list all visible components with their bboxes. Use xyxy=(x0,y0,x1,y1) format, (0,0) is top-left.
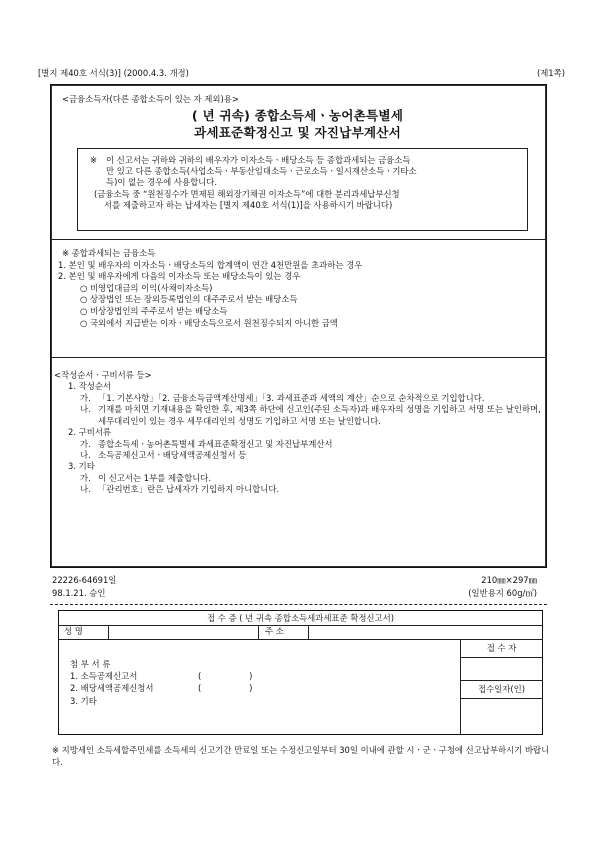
notice-line xyxy=(90,155,517,166)
section-divider xyxy=(51,357,546,358)
notice-text-2: 만 있고 다른 종합소득(사업소득ㆍ부동산임대소득ㆍ근로소득ㆍ일시재산소득ㆍ기타소 xyxy=(106,166,417,177)
step2-a: 가. 종합소득세ㆍ농어촌특별세 과세표준확정신고 및 자진납부계산서 xyxy=(80,438,333,449)
attachment-item: 2. 배당세액공제신청서 ( ) xyxy=(70,683,253,694)
receiver-label: 접 수 자 xyxy=(486,643,517,653)
intro-label: <금융소득자(다른 종합소득이 있는 자 제외)용> xyxy=(62,94,239,104)
paper-size: 210㎜×297㎜ xyxy=(481,575,537,585)
receipt-rule xyxy=(108,625,109,639)
receipt-rule xyxy=(460,680,543,681)
form-code: 22226-64691일 xyxy=(52,575,117,585)
notice-sub-2: 서를 제출하고자 하는 납세자는 [별지 제40호 서식(1)]을 사용하시기 바랍니다) xyxy=(104,199,393,210)
step2-title: 2. 구비서류 xyxy=(68,427,112,438)
attachment-item: 1. 소득공제신고서 ( ) xyxy=(70,671,253,682)
step1-a: 가. 「1. 기본사항」「2. 금융소득금액계산명세」「3. 과세표준과 세액의 계산」순으로 순차적으로 기입합니다. xyxy=(80,392,485,403)
cut-line xyxy=(50,604,547,605)
form-id: [별지 제40호 서식(3)] (2000.4.3. 개정) xyxy=(38,68,189,78)
receipt-rule xyxy=(258,625,259,639)
notice-box xyxy=(77,148,528,231)
paper-type: (일반용지 60g/㎡) xyxy=(468,588,537,598)
notice-sub-1: (금융소득 중 “원천징수가 면제된 해외장기채권 이자소득”에 대한 분리과세납부신청 xyxy=(94,188,400,199)
taxable-subitem: ○ 비영업대금의 이익(사채이자소득) xyxy=(80,282,213,293)
receipt-rule xyxy=(308,625,309,639)
attachments-heading: 첨 부 서 류 xyxy=(70,659,111,669)
attachment-item: 3. 기타 xyxy=(70,695,97,706)
address-label: 주 소 xyxy=(265,626,284,636)
taxable-subitem: ○ 비상장법인의 주주로서 받는 배당소득 xyxy=(80,305,228,316)
taxable-item-2: 2. 본인 및 배우자에게 다음의 이자소득 또는 배당소득이 있는 경우 xyxy=(58,271,301,282)
notice-text-1: 이 신고서는 귀하와 귀하의 배우자가 이자소득ㆍ배당소득 등 종합과세되는 금융소득 xyxy=(106,155,411,165)
receipt-date-field[interactable] xyxy=(462,700,542,733)
notice-text-3: 득)이 없는 경우에 사용합니다. xyxy=(106,177,217,188)
receiver-field[interactable] xyxy=(462,659,542,679)
taxable-income-section xyxy=(58,248,362,329)
taxable-subitem: ○ 상장법인 또는 장외등록법인의 대주주로서 받는 배당소득 xyxy=(80,294,298,305)
step3-b: 나. 「관리번호」란은 납세자가 기입하지 아니합니다. xyxy=(80,484,280,495)
receipt-date-label: 접수일자(인) xyxy=(478,684,525,694)
step3-a: 가. 이 신고서는 1부를 제출합니다. xyxy=(80,472,212,483)
taxable-heading: ※ 종합과세되는 금융소득 xyxy=(62,248,156,258)
instructions-heading: <작성순서ㆍ구비서류 등> xyxy=(54,370,152,380)
receipt-rule xyxy=(58,639,543,640)
step3-title: 3. 기타 xyxy=(68,461,95,472)
name-field[interactable] xyxy=(110,626,256,638)
instructions-section xyxy=(54,370,543,496)
address-field[interactable] xyxy=(310,626,540,638)
name-label: 성 명 xyxy=(64,626,83,636)
attachments xyxy=(70,658,252,707)
step1-b: 나. 기재를 마치면 기재내용을 확인한 후, 제3쪽 하단에 신고인(주된 소득자)과 배우자의 성명을 기입하고 서명 또는 날인하며, 세무대리인이 있는 경우 세무대리인의 성명도 기입하고 서명 또는 날인합니다. xyxy=(80,404,541,426)
form-title-line2: 과세표준확정신고 및 자진납부계산서 xyxy=(193,125,402,140)
receipt-rule xyxy=(460,657,543,658)
taxable-subitem: ○ 국외에서 지급받는 이자ㆍ배당소득으로서 원천징수되지 아니한 금액 xyxy=(80,317,338,328)
step1-title: 1. 작성순서 xyxy=(68,381,112,392)
receipt-title: 접 수 증 ( 년 귀속 종합소득세과세표준 확정신고서) xyxy=(207,613,394,623)
note-mark: ※ xyxy=(90,155,98,165)
approval-date: 98.1.21. 승인 xyxy=(52,588,106,598)
taxable-item-1: 1. 본인 및 배우자의 이자소득ㆍ배당소득의 합계액이 연간 4천만원을 초과하는 경우 xyxy=(58,259,363,270)
footer-note: ※ 지방세인 소득세할주민세를 소득세의 신고기간 만료일 또는 수정신고일부터 30일 이내에 관할 시ㆍ군ㆍ구청에 신고납부하시기 바랍니다. xyxy=(52,745,550,768)
receipt-rule xyxy=(460,698,543,699)
page-number: (제1쪽) xyxy=(536,68,565,78)
form-title-line1: ( 년 귀속) 종합소득세ㆍ농어촌특별세 xyxy=(191,108,404,123)
section-divider xyxy=(51,239,546,240)
step2-b: 나. 소득공제신고서ㆍ배당세액공제신청서 등 xyxy=(80,449,247,460)
